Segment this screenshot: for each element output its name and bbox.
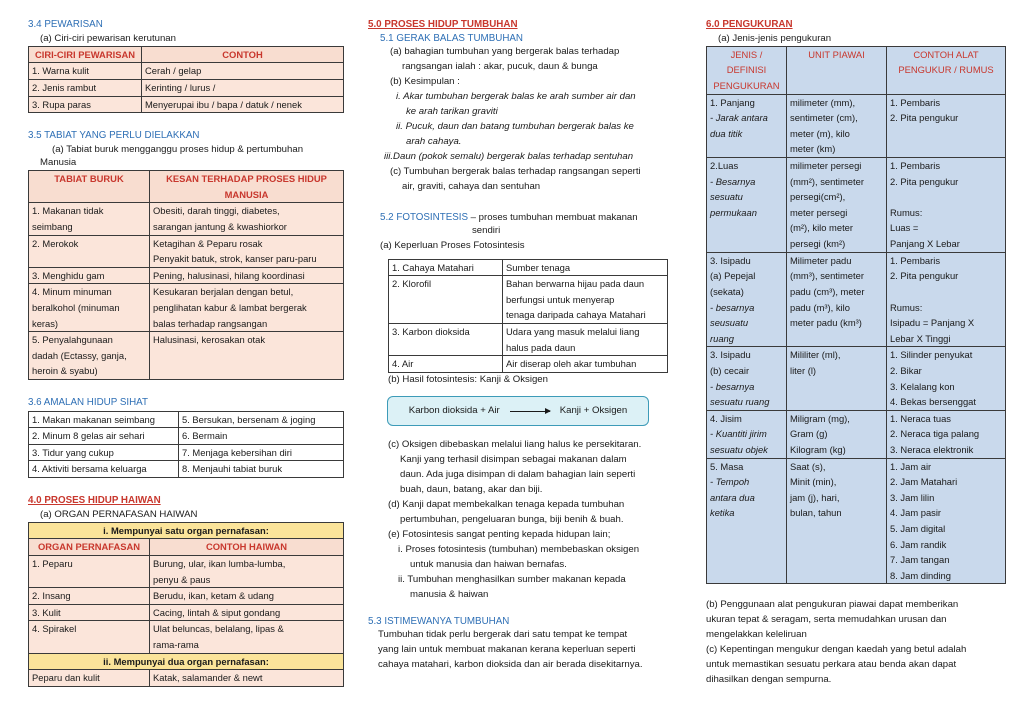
table-cell: 1. Makan makanan seimbang [29,411,179,428]
text-line: ukuran tepat & seragam, serta memudahkan urusan dan [706,614,947,626]
cell-line: 2. Pita pengukur [890,270,959,282]
cell-line: sesuatu [710,191,743,203]
cell-line: 1. Panjang [710,96,755,108]
table-cell: 4. Spirakel [29,621,150,653]
table-cell [787,458,887,584]
table-header: TABIAT BURUK [29,171,150,203]
cell-line [710,537,783,553]
cell-line: sesuatu objek [710,443,768,455]
table-cell: 5. Penyalahgunaan dadah (Ectassy, ganja, heroin & syabu) [29,332,150,380]
text-line: i. Proses fotosintesis (tumbuhan) membebaskan oksigen [398,543,640,555]
section-5-2-heading: 5.2 FOTOSINTESIS – proses tumbuhan membuat makanan [380,211,638,223]
cell-line: Panjang X Lebar [890,238,960,250]
text-line: ii. Tumbuhan menghasilkan sumber makanan kepada [398,573,626,585]
table-cell: 1. Makanan tidak seimbang [29,203,150,235]
table-row [389,276,668,324]
cell-line [790,379,883,395]
cell-line: liter (l) [790,364,817,376]
section-5-1-heading: 5.1 GERAK BALAS TUMBUHAN [380,32,524,44]
cell-line [710,568,783,584]
table-cell: 8. Menjauhi tabiat buruk [179,461,344,478]
table-row [29,267,344,284]
table-header-row [707,46,1006,94]
text-line: dihasilkan dengan sempurna. [706,674,832,686]
table-cell: 2. Merokok [29,235,150,267]
table-cell [887,458,1006,584]
text-line: yang lain untuk membuat makanan kerana keperluan seperti [378,644,636,655]
table-cell: Cerah / gelap [142,63,344,80]
cell-line: Luas = [890,222,919,234]
cell-line: permukaan [710,206,757,218]
column-1 [28,18,344,687]
cell-line: milimeter persegi [790,160,862,172]
band-two-organs: ii. Mempunyai dua organ pernafasan: [29,653,344,670]
cell-line: 3. Jam lilin [890,491,935,503]
table-cell: Obesiti, darah tinggi, diabetes, sarangan jantung & kwashiorkor [150,203,344,235]
section-6-0-subheading: (a) Jenis-jenis pengukuran [718,32,832,44]
table-row [29,284,344,332]
text-line: Kanji yang terhasil disimpan sebagai makanan dalam [400,454,627,465]
table-cell: 4. Air [389,356,503,373]
cell-line: persegi (km²) [790,238,846,250]
table-row [707,347,1006,410]
cell-line: 1. Silinder penyukat [890,349,973,361]
table-band-row [29,653,344,670]
table-band-row [29,522,344,539]
text-line: daun. Ada juga disimpan di dalam bahagian lain seperti [400,468,636,480]
cell-line: meter (m), kilo [790,127,850,139]
table-cell: 7. Menjaga kebersihan diri [179,444,344,461]
table-cell: 1. Peparu [29,556,150,588]
cell-line [790,537,883,553]
cell-line: 3. Isipadu [710,254,751,266]
cell-line [710,141,783,157]
cell-line: 5. Masa [710,460,744,472]
text-line: (b) Kesimpulan : [390,75,460,87]
cell-line: 4. Jam pasir [890,507,942,519]
cell-line: - Tempoh [710,476,750,488]
section-4-0-subheading: (a) ORGAN PERNAFASAN HAIWAN [40,508,198,520]
cell-line: 4. Bekas bersenggat [890,396,976,408]
table-row [29,461,344,478]
cell-line: Isipadu = Panjang X [890,317,975,329]
measurement-notes [706,598,1006,688]
table-row [707,94,1006,157]
table-row [29,444,344,461]
table-cell: 3. Kulit [29,604,150,621]
text-line: iii.Daun (pokok semalu) bergerak balas terhadap sentuhan [384,150,634,162]
table-row [389,259,668,276]
text-line: (a) bahagian tumbuhan yang bergerak balas terhadap [390,46,620,58]
table-cell: 4. Aktiviti bersama keluarga [29,461,179,478]
table-header: KESAN TERHADAP PROSES HIDUP MANUSIA [150,171,344,203]
cell-line: (mm³), sentimeter [790,270,864,282]
table-cell: Ulat beluncas, belalang, lipas & rama-rama [150,621,344,653]
equation-reactants: Karbon dioksida + Air [408,405,500,417]
cell-line: Kilogram (kg) [790,443,846,455]
photosynthesis-needs-table [388,259,668,373]
cell-line: Miligram (mg), [790,412,850,424]
text-line: cahaya matahari, karbon dioksida dan air berada disekitarnya. [378,658,643,670]
cell-line: 2. Pita pengukur [890,175,959,187]
cell-line [890,126,1002,142]
table-cell: 1. Warna kulit [29,63,142,80]
cell-line: ruang [710,332,734,344]
cell-line: 1. Neraca tuas [890,412,951,424]
section-3-5-subheading: (a) Tabiat buruk mengganggu proses hidup & pertumbuhan [52,143,304,155]
table-cell: 2. Klorofil [389,276,503,324]
table-cell: Peparu dan kulit [29,670,150,687]
cell-line [890,284,1002,300]
tropism-text [368,45,668,195]
text-line: arah cahaya. [406,135,462,147]
cell-line: 2. Jam Matahari [890,476,958,488]
inheritance-table [28,46,344,113]
table-header-row [29,539,344,556]
section-5-3-heading: 5.3 ISTIMEWANYA TUMBUHAN [368,615,510,627]
table-cell [787,347,887,410]
photosynthesis-products: (b) Hasil fotosintesis: Kanji & Oksigen [388,373,548,385]
cell-line: 7. Jam tangan [890,554,950,566]
table-cell: Burung, ular, ikan lumba-lumba, penyu & paus [150,556,344,588]
table-cell: 2. Jenis rambut [29,79,142,96]
cell-line: - Besarnya [710,175,756,187]
table-cell: Ketagihan & Peparu rosak Penyakit batuk, strok, kanser paru-paru [150,235,344,267]
text-line: (c) Tumbuhan bergerak balas terhadap rangsangan seperti [390,165,641,177]
cell-line: milimeter (mm), [790,96,856,108]
table-cell: 5. Bersukan, bersenam & joging [179,411,344,428]
cell-line: meter padu (km³) [790,317,862,329]
table-cell [707,410,787,458]
cell-line: Rumus: [890,206,923,218]
table-cell: 6. Bermain [179,428,344,445]
table-cell: 2. Insang [29,588,150,605]
cell-line: persegi(cm²), [790,191,846,203]
cell-line [710,521,783,537]
equation-products: Kanji + Oksigen [559,405,628,417]
table-cell [707,158,787,253]
table-row [29,79,344,96]
cell-line: meter (km) [790,143,836,155]
section-5-2-subheading: (a) Keperluan Proses Fotosintesis [380,240,525,252]
table-cell: 2. Minum 8 gelas air sehari [29,428,179,445]
table-row [29,235,344,267]
table-row [707,410,1006,458]
section-4-0-heading: 4.0 PROSES HIDUP HAIWAN [28,495,161,507]
cell-line: 6. Jam randik [890,538,947,550]
table-cell: Berudu, ikan, ketam & udang [150,588,344,605]
table-row [29,332,344,380]
cell-line: bulan, tahun [790,507,842,519]
table-cell: Menyerupai ibu / bapa / datuk / nenek [142,96,344,113]
table-cell [707,94,787,157]
plant-specialty-text [368,628,668,673]
cell-line: 2. Bikar [890,364,922,376]
table-row [29,604,344,621]
text-line: i. Akar tumbuhan bergerak balas ke arah sumber air dan [396,90,636,102]
cell-line: seusuatu [710,317,749,329]
text-line: buah, daun, batang, akar dan biji. [400,483,543,495]
cell-line: - Jarak antara [710,112,768,124]
table-cell: Kesukaran berjalan dengan betul, penglihatan kabur & lambat bergerak balas terhadap rangsangan [150,284,344,332]
cell-line: (mm²), sentimeter [790,175,864,187]
cell-line [790,394,883,410]
text-line: ke arah tarikan graviti [406,105,498,117]
table-cell: Bahan berwarna hijau pada daun berfungsi untuk menyerap tenaga daripada cahaya Matahari [503,276,668,324]
table-cell: 1. Cahaya Matahari [389,259,503,276]
table-cell [787,94,887,157]
table-header: ORGAN PERNAFASAN [29,539,150,556]
table-cell [707,347,787,410]
table-header-row [29,171,344,203]
table-cell: Halusinasi, kerosakan otak [150,332,344,380]
text-line: (b) Penggunaan alat pengukuran piawai dapat memberikan [706,599,959,611]
table-row [707,458,1006,584]
cell-line: 2.Luas [710,160,739,172]
section-3-5-heading: 3.5 TABIAT YANG PERLU DIELAKKAN [28,130,200,142]
cell-line: (m²), kilo meter [790,222,854,234]
table-row [29,428,344,445]
cell-line: Milimeter padu [790,254,852,266]
cell-line: 1. Jam air [890,460,932,472]
text-line: Tumbuhan tidak perlu bergerak dari satu tempat ke tempat [378,629,628,641]
cell-line: padu (cm³), meter [790,285,865,297]
text-line: pertumbuhan, pengeluaran bunga, biji benih & buah. [400,513,624,525]
cell-line [790,552,883,568]
cell-line: - besarnya [710,301,755,313]
cell-line: 2. Neraca tiga palang [890,428,980,440]
table-cell [887,252,1006,347]
cell-line [710,552,783,568]
table-header: JENIS / DEFINISI PENGUKURAN [707,46,787,94]
table-header: CONTOH ALAT PENGUKUR / RUMUS [887,46,1006,94]
arrow-right-icon [510,411,550,412]
cell-line [710,236,783,252]
table-row [389,356,668,373]
text-line: untuk manusia dan haiwan bernafas. [410,558,567,570]
table-cell: Udara yang masuk melalui liang halus pada daun [503,323,668,355]
table-row [29,621,344,653]
table-header: UNIT PIAWAI [787,46,887,94]
text-line: ii. Pucuk, daun dan batang tumbuhan bergerak balas ke [396,120,634,132]
cell-line: 3. Neraca elektronik [890,443,974,455]
table-cell: Sumber tenaga [503,259,668,276]
cell-line [710,220,783,236]
respiratory-organ-table [28,522,344,687]
table-cell: Pening, halusinasi, hilang koordinasi [150,267,344,284]
cell-line: 2. Pita pengukur [890,112,959,124]
table-row [29,63,344,80]
table-cell [887,94,1006,157]
table-cell [887,347,1006,410]
cell-line: 3. Kelalang kon [890,380,955,392]
table-header: CONTOH [142,46,344,63]
table-cell: 3. Menghidu gam [29,267,150,284]
healthy-habits-table [28,411,344,478]
cell-line: 4. Jisim [710,412,742,424]
photosynthesis-text [368,438,668,602]
cell-line [890,141,1002,157]
section-3-5-subheading-2: Manusia [40,156,77,168]
text-line: mengelakkan keleliruan [706,629,807,641]
table-cell: 4. Minum minuman beralkohol (minuman keras) [29,284,150,332]
table-row [29,556,344,588]
table-row [29,670,344,687]
measurement-table-body [707,94,1006,584]
text-line: (c) Kepentingan mengukur dengan kaedah yang betul adalah [706,644,967,656]
table-cell: 3. Karbon dioksida [389,323,503,355]
cell-line: Minit (min), [790,476,837,488]
table-header: CIRI-CIRI PEWARISAN [29,46,142,63]
cell-line [790,521,883,537]
cell-line [790,568,883,584]
cell-line: 1. Pembaris [890,96,941,108]
table-cell: Katak, salamander & newt [150,670,344,687]
text-line: (d) Kanji dapat membekalkan tenaga kepada tumbuhan [388,498,625,510]
cell-line: 1. Pembaris [890,254,941,266]
cell-line: jam (j), hari, [790,491,840,503]
table-cell: Kerinting / lurus / [142,79,344,96]
table-cell: Air diserap oleh akar tumbuhan [503,356,668,373]
cell-line: Rumus: [890,301,923,313]
table-cell: 3. Rupa paras [29,96,142,113]
measurement-table [706,46,1006,585]
section-5-2-heading-cont: sendiri [472,225,501,237]
table-row [707,252,1006,347]
cell-line: Mililiter (ml), [790,349,841,361]
table-cell [707,458,787,584]
column-3 [706,18,1006,688]
cell-line: (sekata) [710,285,744,297]
text-line: rangsangan ialah : akar, pucuk, daun & bunga [402,60,598,72]
table-cell: 3. Tidur yang cukup [29,444,179,461]
table-cell [787,158,887,253]
column-2 [368,18,668,673]
section-3-4-subheading: (a) Ciri-ciri pewarisan kerutunan [40,32,176,44]
cell-line: sentimeter (cm), [790,112,858,124]
table-cell [787,410,887,458]
cell-line: 1. Pembaris [890,160,941,172]
table-cell [707,252,787,347]
table-row [29,411,344,428]
text-line: (c) Oksigen dibebaskan melalui liang halus ke persekitaran. [388,439,642,451]
table-row [29,96,344,113]
cell-line: - besarnya [710,380,755,392]
cell-line: (b) cecair [710,364,750,376]
section-6-0-heading: 6.0 PENGUKURAN [706,19,793,30]
cell-line: padu (m³), kilo [790,301,850,313]
bad-habits-table [28,170,344,380]
table-row [29,588,344,605]
band-one-organ: i. Mempunyai satu organ pernafasan: [29,522,344,539]
section-3-6-heading: 3.6 AMALAN HIDUP SIHAT [28,397,148,409]
cell-line: ketika [710,507,735,519]
table-header: CONTOH HAIWAN [150,539,344,556]
cell-line: (a) Pepejal [710,270,756,282]
cell-line: 3. Isipadu [710,349,751,361]
photosynthesis-equation-box [387,396,649,426]
section-3-4-heading: 3.4 PEWARISAN [28,19,103,30]
table-row [29,203,344,235]
cell-line: meter persegi [790,206,848,218]
table-cell: Cacing, lintah & siput gondang [150,604,344,621]
cell-line [790,331,883,347]
cell-line [890,189,1002,205]
text-line: air, graviti, cahaya dan sentuhan [402,180,541,192]
cell-line: - Kuantiti jirim [710,428,767,440]
text-line: manusia & haiwan [410,588,489,600]
table-cell [887,410,1006,458]
cell-line: 8. Jam dinding [890,569,951,581]
cell-line: antara dua [710,491,755,503]
cell-line: Gram (g) [790,428,828,440]
cell-line: Saat (s), [790,460,826,472]
cell-line: Lebar X Tinggi [890,332,951,344]
table-cell [787,252,887,347]
section-5-0-heading: 5.0 PROSES HIDUP TUMBUHAN [368,19,518,30]
table-header-row [29,46,344,63]
table-row [707,158,1006,253]
table-row [389,323,668,355]
table-cell [887,158,1006,253]
cell-line: sesuatu ruang [710,396,770,408]
text-line: untuk memastikan sesuatu perkara atau benda akan dapat [706,659,957,671]
cell-line: 5. Jam digital [890,523,946,535]
cell-line: dua titik [710,127,743,139]
text-line: (e) Fotosintesis sangat penting kepada hidupan lain; [388,528,611,540]
